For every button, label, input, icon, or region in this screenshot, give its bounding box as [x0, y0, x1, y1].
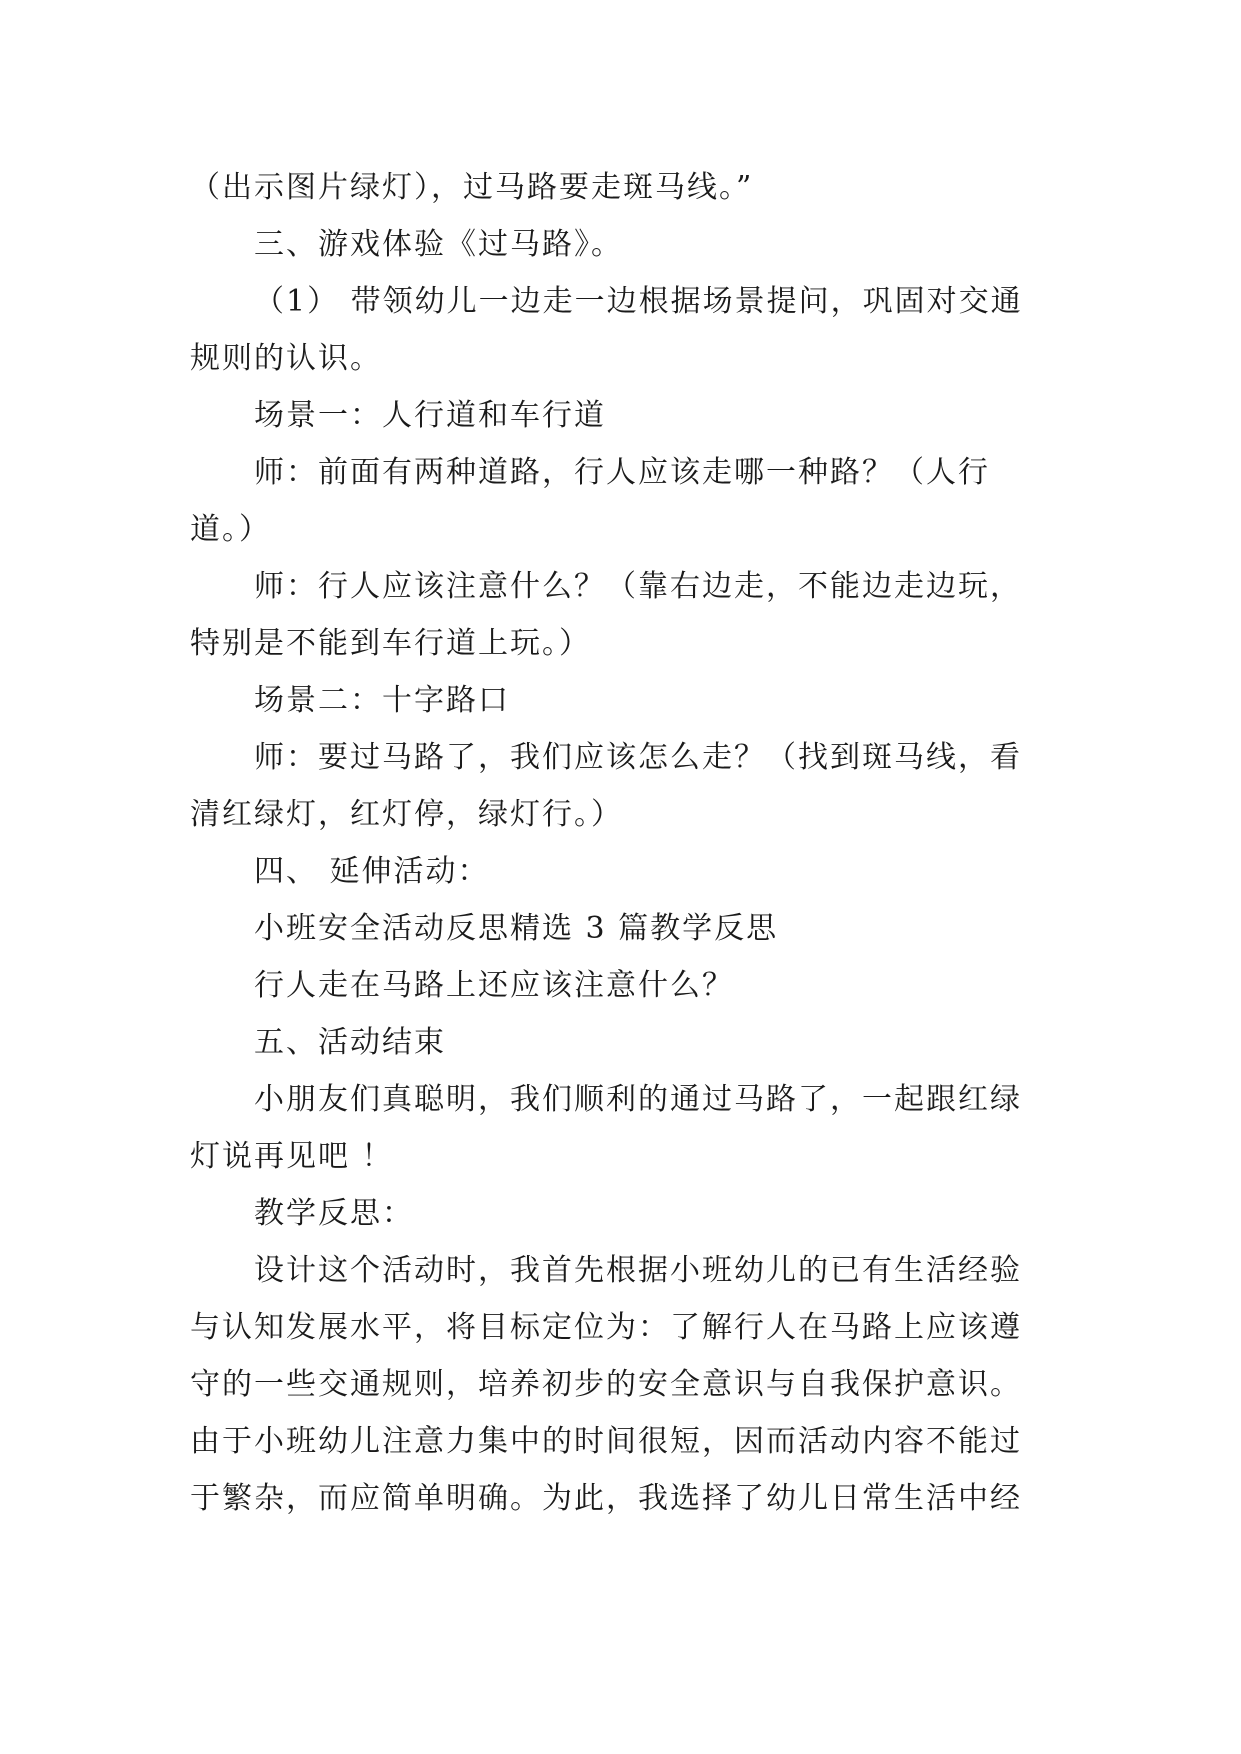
text-line-6: 师：前面有两种道路，行人应该走哪一种路？（人行	[254, 455, 990, 490]
text-line-17: 小朋友们真聪明，我们顺利的通过马路了，一起跟红绿	[254, 1082, 1022, 1117]
heading-teaching-reflection: 教学反思：	[254, 1196, 414, 1231]
text-line-11: 师：要过马路了，我们应该怎么走？（找到斑马线，看	[254, 740, 1022, 775]
heading-extension-activity: 四、 延伸活动：	[254, 854, 490, 889]
text-line-4: 规则的认识。	[190, 341, 382, 376]
text-line-22: 守的一些交通规则，培养初步的安全意识与自我保护意识。	[190, 1367, 1022, 1402]
text-line-18: 灯说再见吧 ！	[190, 1139, 394, 1174]
scene-one-title: 场景一：人行道和车行道	[254, 398, 606, 433]
text-line-12: 清红绿灯，红灯停，绿灯行。）	[190, 797, 623, 832]
text-line-8: 师：行人应该注意什么？（靠右边走，不能边走边玩，	[254, 569, 1022, 604]
text-line-21: 与认知发展水平，将目标定位为：了解行人在马路上应该遵	[190, 1310, 1022, 1345]
text-line-14: 小班安全活动反思精选 3 篇教学反思	[254, 911, 779, 946]
text-line-24: 于繁杂，而应简单明确。为此，我选择了幼儿日常生活中经	[190, 1481, 1022, 1516]
text-line-9: 特别是不能到车行道上玩。）	[190, 626, 591, 661]
heading-game-experience: 三、游戏体验《过马路》。	[254, 227, 623, 262]
text-line-3: （1） 带领幼儿一边走一边根据场景提问，巩固对交通	[254, 284, 1023, 319]
text-line-7: 道。）	[190, 512, 271, 547]
text-line-1: （出示图片绿灯），过马路要走斑马线。”	[190, 170, 754, 205]
text-line-20: 设计这个活动时，我首先根据小班幼儿的已有生活经验	[254, 1253, 1022, 1288]
heading-activity-end: 五、活动结束	[254, 1025, 446, 1060]
scene-two-title: 场景二：十字路口	[254, 683, 510, 718]
text-line-23: 由于小班幼儿注意力集中的时间很短，因而活动内容不能过	[190, 1424, 1022, 1459]
text-line-15: 行人走在马路上还应该注意什么？	[254, 968, 734, 1003]
